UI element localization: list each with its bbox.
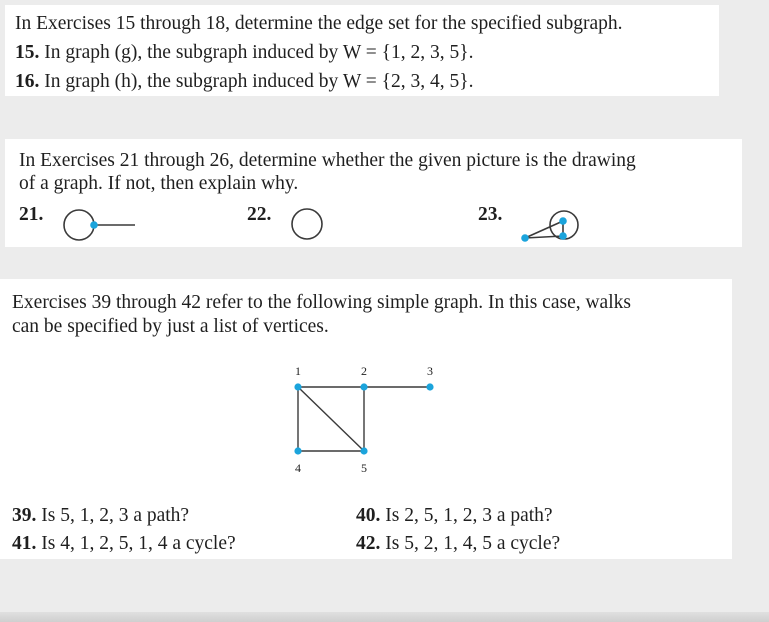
vertex-4 xyxy=(294,447,301,454)
section2-intro-line2: of a graph. If not, then explain why. xyxy=(19,173,299,194)
exercise-16-text: In graph (h), the subgraph induced by W = {2, 3, 4, 5}. xyxy=(44,71,474,92)
section2-intro-line1: In Exercises 21 through 26, determine whether the given picture is the drawing xyxy=(19,150,636,171)
figure-21-loop-with-edge xyxy=(57,205,141,243)
exercise-block-21-26 xyxy=(5,139,742,247)
exercise-15 xyxy=(15,41,473,65)
exercise-40 xyxy=(356,504,553,528)
exercise-23-number: 23. xyxy=(478,204,503,225)
section3-intro-line1: Exercises 39 through 42 refer to the following simple graph. In this case, walks xyxy=(12,292,631,313)
fig21-vertex xyxy=(90,221,98,229)
section3-intro-line2: can be specified by just a list of vertices. xyxy=(12,316,329,337)
exercise-41-number: 41. xyxy=(12,533,37,554)
exercise-39-number: 39. xyxy=(12,505,37,526)
edge-1-5 xyxy=(298,387,364,451)
figure-22-circle xyxy=(287,205,331,243)
exercise-39 xyxy=(12,504,189,528)
vertex-label-3: 3 xyxy=(427,364,433,378)
vertex-label-2: 2 xyxy=(361,364,367,378)
exercise-41 xyxy=(12,532,236,556)
simple-graph-figure xyxy=(282,359,446,479)
section1-intro: In Exercises 15 through 18, determine the edge set for the specified subgraph. xyxy=(15,13,623,34)
exercise-15-text: In graph (g), the subgraph induced by W = {1, 2, 3, 5}. xyxy=(44,42,474,63)
fig23-vertex-left xyxy=(521,234,529,242)
exercise-40-number: 40. xyxy=(356,505,381,526)
fig22-circle xyxy=(292,209,322,239)
exercise-15-number: 15. xyxy=(15,42,40,63)
exercise-block-15-18 xyxy=(5,5,719,96)
fig21-loop-circle xyxy=(64,210,94,240)
exercise-16-number: 16. xyxy=(15,71,40,92)
exercise-40-text: Is 2, 5, 1, 2, 3 a path? xyxy=(385,505,553,526)
vertex-1 xyxy=(294,383,301,390)
exercise-block-39-42 xyxy=(0,279,732,559)
bottom-scroll-edge xyxy=(0,612,769,622)
exercise-42-number: 42. xyxy=(356,533,381,554)
vertex-3 xyxy=(426,383,433,390)
exercise-39-text: Is 5, 1, 2, 3 a path? xyxy=(41,505,190,526)
exercise-42-text: Is 5, 2, 1, 4, 5 a cycle? xyxy=(385,533,561,554)
vertex-label-5: 5 xyxy=(361,461,367,475)
vertex-5 xyxy=(360,447,367,454)
exercise-41-text: Is 4, 1, 2, 5, 1, 4 a cycle? xyxy=(41,533,236,554)
vertex-label-4: 4 xyxy=(295,461,301,475)
fig23-vertex-top xyxy=(559,217,567,225)
fig23-vertex-bottom xyxy=(559,232,567,240)
exercise-16 xyxy=(15,70,473,94)
vertex-2 xyxy=(360,383,367,390)
vertex-label-1: 1 xyxy=(295,364,301,378)
exercise-42 xyxy=(356,532,560,556)
figure-23-graph xyxy=(517,203,583,247)
exercise-22-number: 22. xyxy=(247,204,272,225)
fig23-edge-a xyxy=(525,221,563,238)
exercise-21-number: 21. xyxy=(19,204,44,225)
